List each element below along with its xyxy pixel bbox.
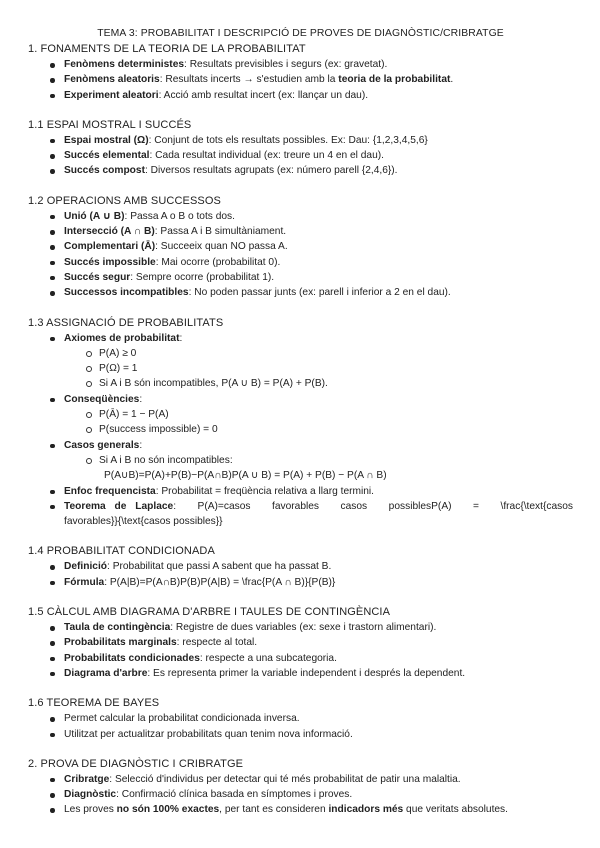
- list-item: Diagnòstic: Confirmació clínica basada en símptomes i proves.: [28, 787, 573, 802]
- list-item: Diagrama d'arbre: Es representa primer la variable independent i després la dependent.: [28, 666, 573, 681]
- list-item: [28, 499, 573, 530]
- sub-list-item: P(success impossible) = 0: [28, 422, 573, 437]
- list-item: Casos generals:: [28, 438, 573, 453]
- list-item: Unió (A ∪ B): Passa A o B o tots dos.: [28, 209, 573, 224]
- list-item: Taula de contingència: Registre de dues variables (ex: sexe i trastorn alimentari).: [28, 620, 573, 635]
- list-item: Probabilitats marginals: respecte al total.: [28, 635, 573, 650]
- section-heading: 1.1 ESPAI MOSTRAL I SUCCÉS: [28, 118, 192, 131]
- section-heading: 1. FONAMENTS DE LA TEORIA DE LA PROBABILITAT: [28, 43, 306, 55]
- list-item: Experiment aleatori: Acció amb resultat incert (ex: llançar un dau).: [28, 88, 573, 103]
- list-item: Les proves no són 100% exactes, per tant es consideren indicadors més que veritats absolutes.: [28, 802, 573, 817]
- document-title: TEMA 3: PROBABILITAT I DESCRIPCIÓ DE PROVES DE DIAGNÒSTIC/CRIBRATGE: [97, 28, 504, 39]
- list-item: Cribratge: Selecció d'individus per detectar qui té més probabilitat de patir una malaltia.: [28, 772, 573, 787]
- sub-list-item: P(A) ≥ 0: [28, 346, 573, 361]
- document-page: [28, 26, 573, 818]
- list-item: Intersecció (A ∩ B): Passa A i B simultàniament.: [28, 224, 573, 239]
- section-heading: 1.5 CÀLCUL AMB DIAGRAMA D'ARBRE I TAULES DE CONTINGÈNCIA: [28, 606, 391, 619]
- list-item: Utilitzat per actualitzar probabilitats quan tenim nova informació.: [28, 727, 573, 742]
- section-heading: 1.3 ASSIGNACIÓ DE PROBABILITATS: [28, 316, 224, 329]
- list-item: Complementari (Ā): Succeeix quan NO passa A.: [28, 239, 573, 254]
- list-item: Permet calcular la probabilitat condicionada inversa.: [28, 711, 573, 726]
- list-item: Probabilitats condicionades: respecte a una subcategoria.: [28, 651, 573, 666]
- section-1-1: [28, 118, 573, 179]
- section-1-4: [28, 544, 573, 590]
- list-item: Successos incompatibles: No poden passar junts (ex: parell i inferior a 2 en el dau).: [28, 285, 573, 300]
- list-item: Succés impossible: Mai ocorre (probabilitat 0).: [28, 255, 573, 270]
- section-1-6: [28, 696, 573, 742]
- list-item: Fenòmens aleatoris: Resultats incerts → s'estudien amb la teoria de la probabilitat.: [28, 72, 573, 87]
- section-1-3: [28, 316, 573, 530]
- sub-list-item: Si A i B no són incompatibles:: [28, 453, 573, 468]
- section-1-2: [28, 194, 573, 301]
- list-item: Succés segur: Sempre ocorre (probabilitat 1).: [28, 270, 573, 285]
- section-heading: 1.6 TEOREMA DE BAYES: [28, 697, 160, 710]
- section-2: [28, 757, 573, 818]
- section-heading: 1.4 PROBABILITAT CONDICIONADA: [28, 545, 215, 558]
- formula-line: P(A∪B)=P(A)+P(B)−P(A∩B)P(A ∪ B) = P(A) + P(B) − P(A ∩ B): [104, 470, 387, 482]
- list-item: Espai mostral (Ω): Conjunt de tots els resultats possibles. Ex: Dau: {1,2,3,4,5,6}: [28, 133, 573, 148]
- section-1-5: [28, 605, 573, 681]
- list-item: Conseqüències:: [28, 392, 573, 407]
- list-item: Fórmula: P(A|B)=P(A∩B)P(B)P(A|B) = \frac{P(A ∩ B)}{P(B)}: [28, 575, 573, 590]
- list-item: Succés compost: Diversos resultats agrupats (ex: número parell {2,4,6}).: [28, 163, 573, 178]
- list-item: Definició: Probabilitat que passi A sabent que ha passat B.: [28, 559, 573, 574]
- list-item: Succés elemental: Cada resultat individual (ex: treure un 4 en el dau).: [28, 148, 573, 163]
- laplace-line-2: favorables}}{\text{casos possibles}}: [64, 516, 223, 528]
- sub-list-item: Si A i B són incompatibles, P(A ∪ B) = P(A) + P(B).: [28, 376, 573, 391]
- laplace-line-1: Teorema de Laplace : P(A)=casos favorables casos possiblesP(A) = \frac{\text{casos: [64, 500, 573, 512]
- sub-list-item: P(Ω) = 1: [28, 361, 573, 376]
- list-item: Enfoc frequencista: Probabilitat = freqüència relativa a llarg termini.: [28, 484, 573, 499]
- list-item: Fenòmens deterministes: Resultats previsibles i segurs (ex: gravetat).: [28, 57, 573, 72]
- sub-list-item: P(Ā) = 1 − P(A): [28, 407, 573, 422]
- list-item: Axiomes de probabilitat:: [28, 331, 573, 346]
- section-1: [28, 42, 573, 103]
- section-heading: 2. PROVA DE DIAGNÒSTIC I CRIBRATGE: [28, 757, 244, 770]
- section-heading: 1.2 OPERACIONS AMB SUCCESSOS: [28, 194, 221, 207]
